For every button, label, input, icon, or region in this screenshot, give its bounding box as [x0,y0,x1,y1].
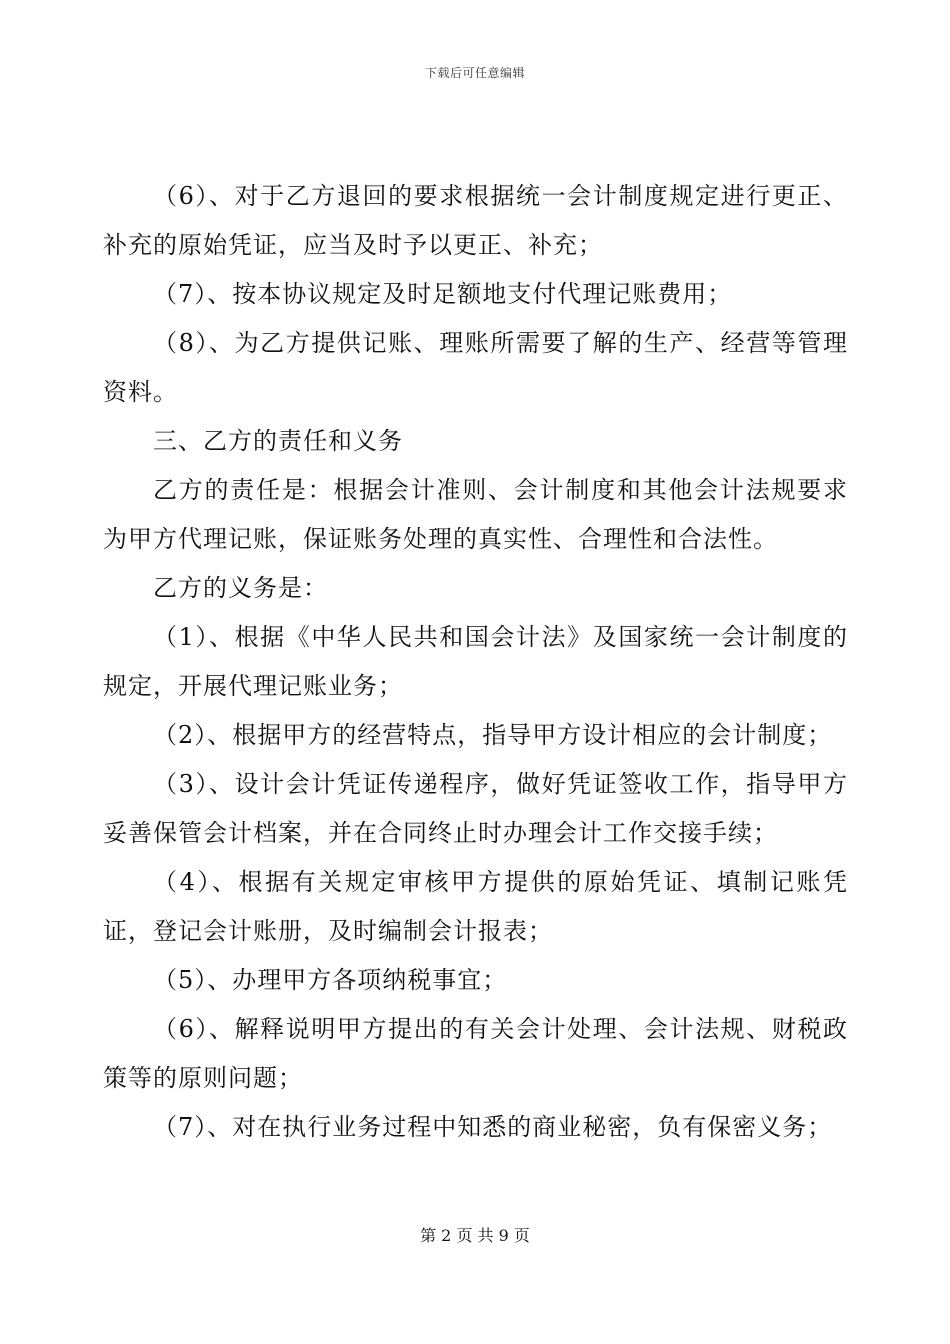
document-body [103,172,848,1152]
paragraph-responsibility: 乙方的责任是：根据会计准则、会计制度和其他会计法规要求为甲方代理记账，保证账务处理的真实性、合理性和合法性。 [103,476,848,553]
paragraph-item-8: （8）、为乙方提供记账、理账所需要了解的生产、经营等管理资料。 [103,329,848,406]
paragraph-obligation-3: （3）、设计会计凭证传递程序，做好凭证签收工作，指导甲方妥善保管会计档案，并在合同终止时办理会计工作交接手续； [103,770,848,847]
page-number-footer: 第 2 页 共 9 页 [420,1226,530,1245]
paragraph-obligation-2: （2）、根据甲方的经营特点，指导甲方设计相应的会计制度； [153,721,833,749]
paragraph-obligation-1: （1）、根据《中华人民共和国会计法》及国家统一会计制度的规定，开展代理记账业务； [103,623,848,700]
paragraph-obligation-6: （6）、解释说明甲方提出的有关会计处理、会计法规、财税政策等的原则问题； [103,1015,848,1092]
page-header-note: 下载后可任意编辑 [424,66,525,80]
paragraph-obligations-intro: 乙方的义务是： [153,574,328,602]
section-heading-3: 三、乙方的责任和义务 [153,427,403,455]
paragraph-obligation-4: （4）、根据有关规定审核甲方提供的原始凭证、填制记账凭证，登记会计账册，及时编制会计报表； [103,868,848,945]
paragraph-item-6-first: （6）、对于乙方退回的要求根据统一会计制度规定进行更正、补充的原始凭证，应当及时予以更正、补充； [103,182,848,259]
paragraph-obligation-5: （5）、办理甲方各项纳税事宜； [153,966,508,994]
paragraph-obligation-7: （7）、对在执行业务过程中知悉的商业秘密，负有保密义务； [153,1113,833,1141]
paragraph-item-7-first: （7）、按本协议规定及时足额地支付代理记账费用； [153,280,733,308]
